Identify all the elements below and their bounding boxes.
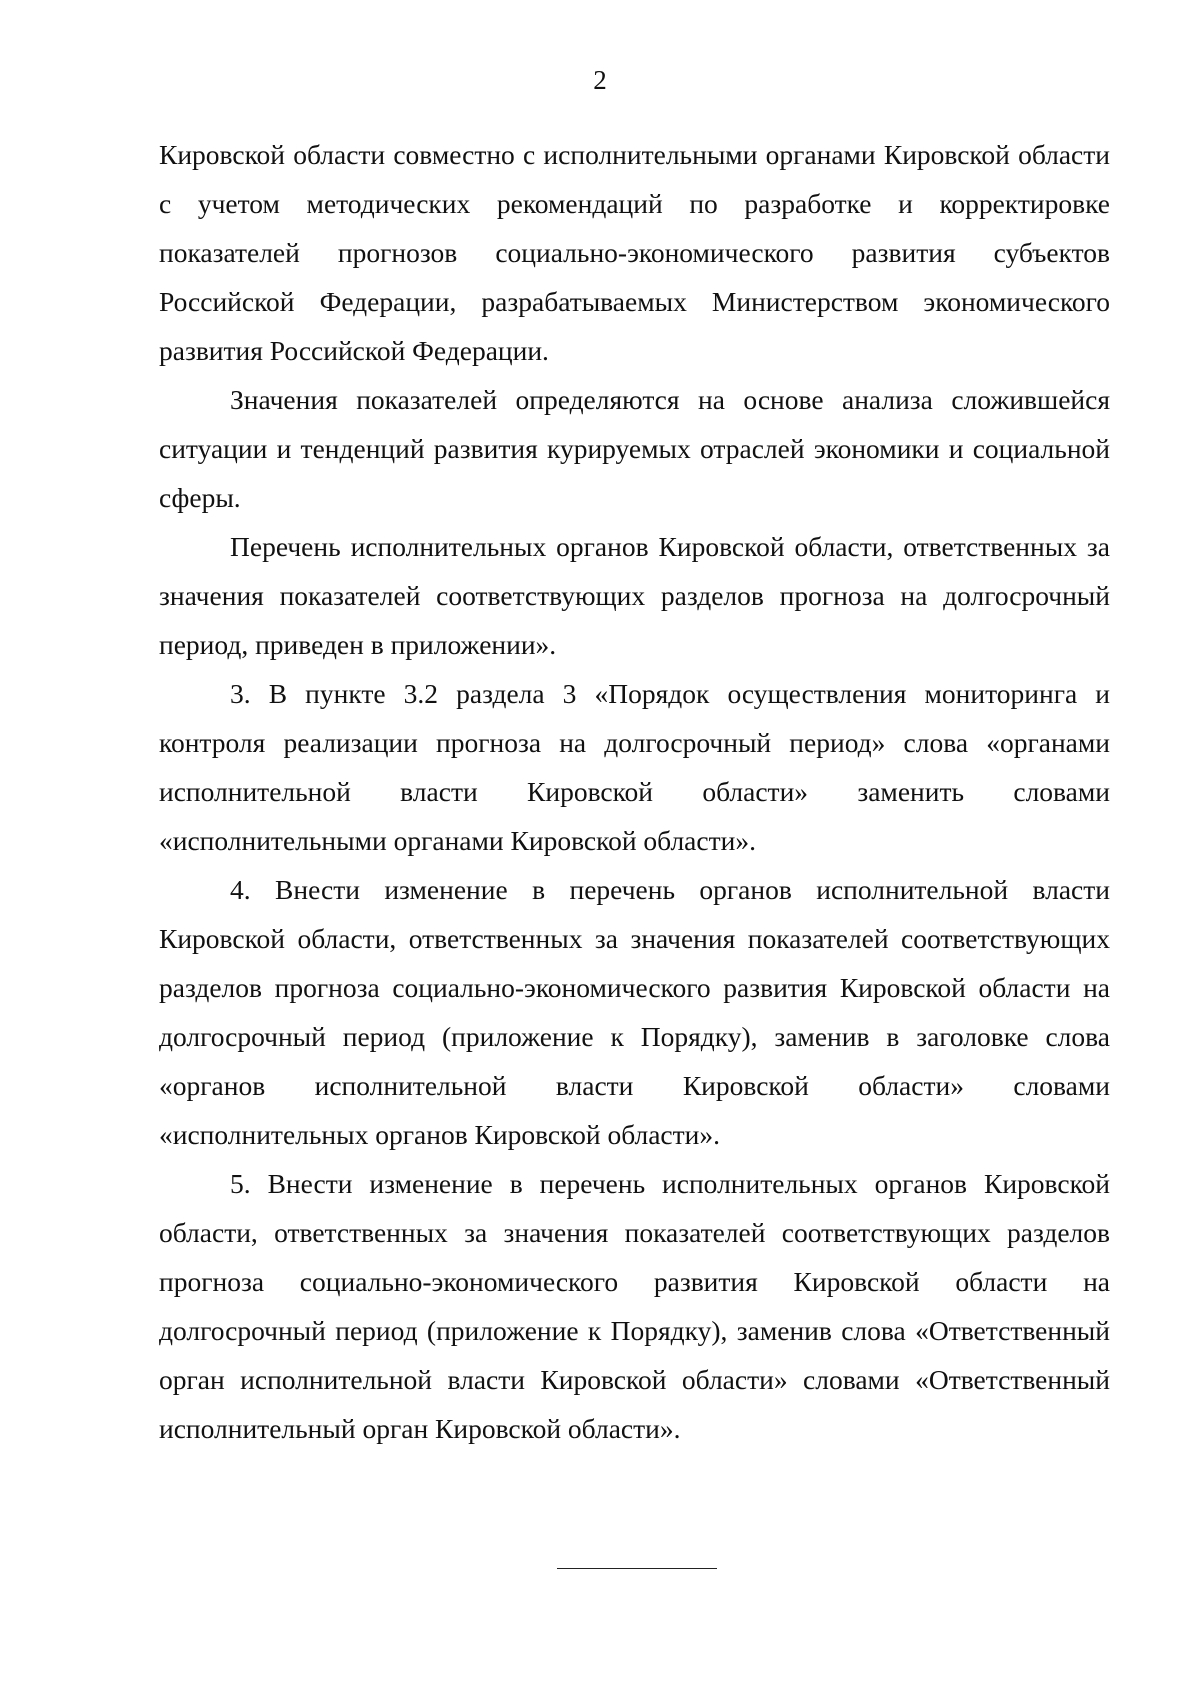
- paragraph-item-3: 3. В пункте 3.2 раздела 3 «Порядок осуществления мониторинга и контроля реализации прогноза на долгосрочный период» слова «органами исполнительной власти Кировской области» заменить словами «исполнительными органами Кировской области».: [159, 678, 1110, 856]
- paragraph-continuation: Кировской области совместно с исполнительными органами Кировской области с учетом методических рекомендаций по разработке и корректировке показателей прогнозов социально-экономического развития субъектов Российской Федерации, разрабатываемых Министерством экономического развития Российской Федерации.: [159, 139, 1110, 366]
- end-of-document-rule: [557, 1568, 717, 1569]
- document-body: [159, 130, 1110, 1453]
- paragraph-item-5: 5. Внести изменение в перечень исполнительных органов Кировской области, ответственных за значения показателей соответствующих разделов прогноза социально-экономического развития Кировской области на долгосрочный период (приложение к Порядку), заменив слова «Ответственный орган исполнительной власти Кировской области» словами «Ответственный исполнительный орган Кировской области».: [159, 1168, 1110, 1444]
- paragraph-indicator-values: Значения показателей определяются на основе анализа сложившейся ситуации и тенденций развития курируемых отраслей экономики и социальной сферы.: [159, 384, 1110, 513]
- paragraph-responsible-bodies-list: Перечень исполнительных органов Кировской области, ответственных за значения показателей соответствующих разделов прогноза на долгосрочный период, приведен в приложении».: [159, 531, 1110, 660]
- page-number: 2: [593, 65, 607, 95]
- paragraph-item-4: 4. Внести изменение в перечень органов исполнительной власти Кировской области, ответственных за значения показателей соответствующих разделов прогноза социально-экономического развития Кировской области на долгосрочный период (приложение к Порядку), заменив в заголовке слова «органов исполнительной власти Кировской области» словами «исполнительных органов Кировской области».: [159, 874, 1110, 1150]
